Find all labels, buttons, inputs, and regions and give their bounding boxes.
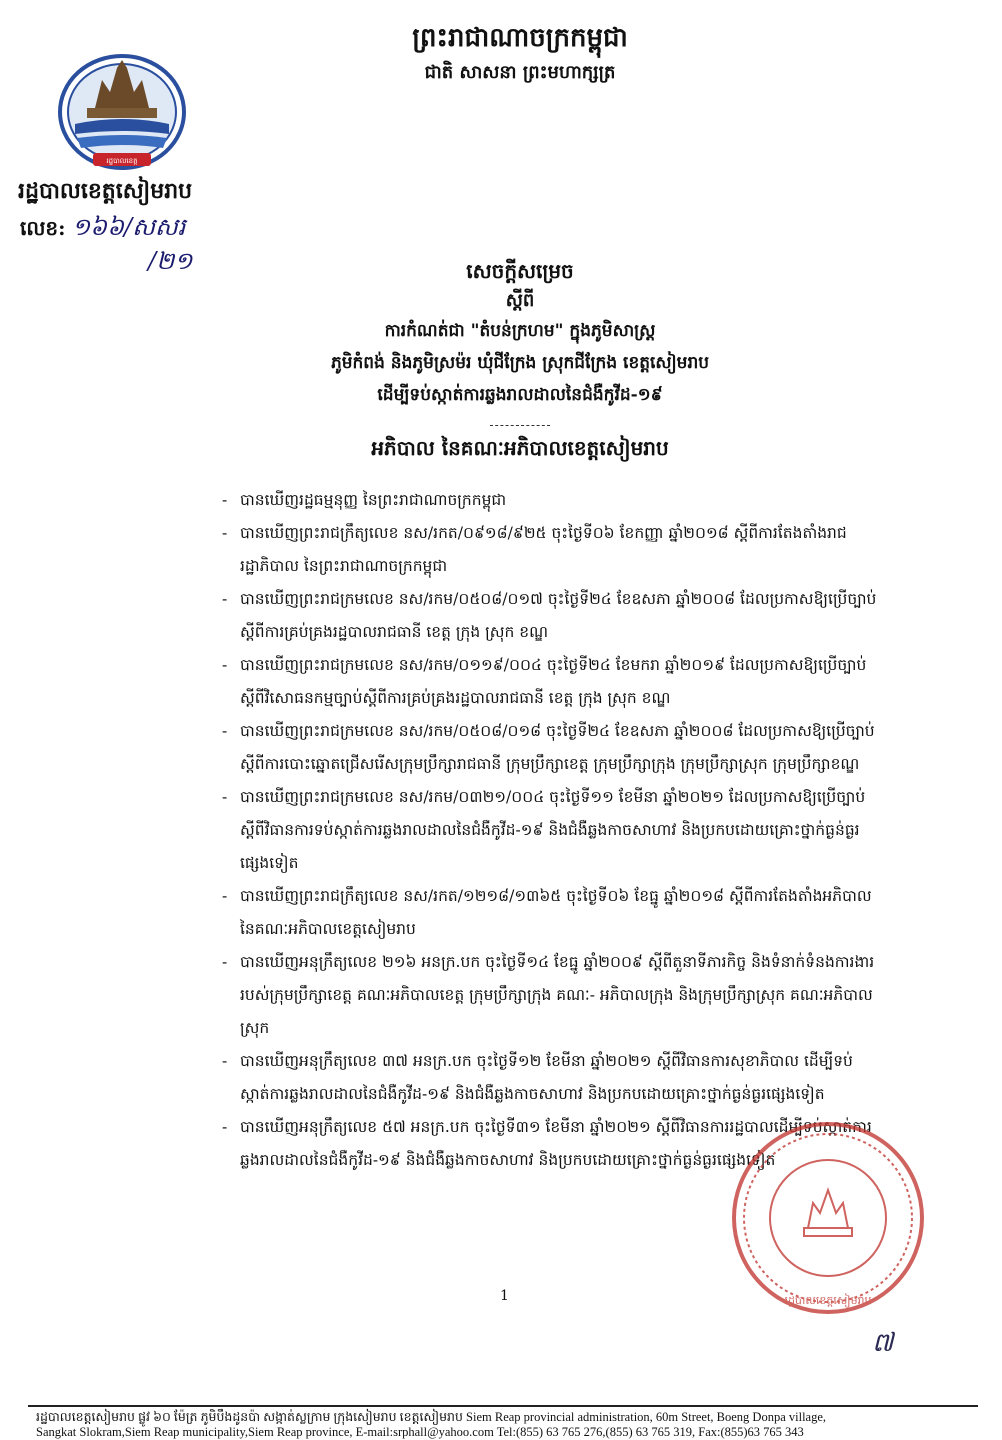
handwritten-margin-mark: ៧	[872, 1328, 894, 1358]
seal-text: រដ្ឋបាលខេត្តសៀមរាប	[784, 1294, 872, 1307]
page-number: 1	[500, 1288, 509, 1304]
list-item: - បានឃើញព្រះរាជក្រមលេខ នស/រកម/០៥០៨/០១៨ ចុះថ្ងៃទី២៤ ខែឧសភា ឆ្នាំ២០០៨ ដែលប្រកាសឱ្យប្រើច្បាប់ស្ដីពីការបោះឆ្នោតជ្រើសរើសក្រុមប្រឹក្សារាជធានី ក្រុមប្រឹក្សាខេត្ត ក្រុមប្រឹក្សាក្រុង ក្រុមប្រឹក្សាស្រុក ក្រុមប្រឹក្សាខណ្ឌ	[222, 715, 882, 781]
kingdom-name: ព្រះរាជាណាចក្រកម្ពុជា	[412, 23, 628, 53]
legal-basis-list	[222, 484, 882, 1177]
title-subject-1: ការកំណត់ជា "តំបន់ក្រហម" ក្នុងភូមិសាស្ត្រ	[384, 321, 656, 341]
title-subject-3: ដើម្បីទប់ស្កាត់ការឆ្លងរាលដាលនៃជំងឺកូវីដ-១៩	[377, 385, 663, 405]
authority-line: អភិបាល នៃគណៈអភិបាលខេត្តសៀមរាប	[371, 436, 669, 460]
title-decision: សេចក្ដីសម្រេច	[466, 259, 574, 283]
list-item: - បានឃើញអនុក្រឹត្យលេខ ៥៧ អនក្រ.បក ចុះថ្ងៃទី៣១ ខែមីនា ឆ្នាំ២០២១ ស្ដីពីវិធានការរដ្ឋបាលដើម្បីទប់ស្កាត់ការឆ្លងរាលដាលនៃជំងឺកូវីដ-១៩ និងជំងឺឆ្លងកាចសាហាវ និងប្រកបដោយគ្រោះថ្នាក់ធ្ងន់ធ្ងរផ្សេងទៀត	[222, 1111, 882, 1177]
list-item: - បានឃើញព្រះរាជក្រឹត្យលេខ នស/រកត/១២១៨/១៣៦៥ ចុះថ្ងៃទី០៦ ខែធ្នូ ឆ្នាំ២០១៨ ស្ដីពីការតែងតាំងអភិបាល នៃគណៈអភិបាលខេត្តសៀមរាប	[222, 880, 882, 946]
title-regarding: ស្ដីពី	[505, 290, 535, 311]
list-item: - បានឃើញអនុក្រឹត្យលេខ ៣៧ អនក្រ.បក ចុះថ្ងៃទី១២ ខែមីនា ឆ្នាំ២០២១ ស្ដីពីវិធានការសុខាភិបាល ដើម្បីទប់ស្កាត់ការឆ្លងរាលដាលនៃជំងឺកូវីដ-១៩ និងជំងឺឆ្លងកាចសាហាវ និងប្រកបដោយគ្រោះថ្នាក់ធ្ងន់ធ្ងរផ្សេងទៀត	[222, 1045, 882, 1111]
decision-title	[250, 255, 790, 464]
list-item: - បានឃើញព្រះរាជក្រឹត្យលេខ នស/រកត/០៩១៨/៩២៥ ចុះថ្ងៃទី០៦ ខែកញ្ញា ឆ្នាំ២០១៨ ស្ដីពីការតែងតាំងរាជរដ្ឋាភិបាល នៃព្រះរាជាណាចក្រកម្ពុជា	[222, 517, 882, 583]
list-item: - បានឃើញព្រះរាជក្រមលេខ នស/រកម/០៣២១/០០៤ ចុះថ្ងៃទី១១ ខែមីនា ឆ្នាំ២០២១ ដែលប្រកាសឱ្យប្រើច្បាប់ស្ដីពីវិធានការទប់ស្កាត់ការឆ្លងរាលដាលនៃជំងឺកូវីដ-១៩ និងជំងឺឆ្លងកាចសាហាវ និងប្រកបដោយគ្រោះថ្នាក់ធ្ងន់ធ្ងរផ្សេងទៀត	[222, 781, 882, 880]
reference-year: /២១	[148, 247, 193, 275]
footer-divider	[28, 1405, 978, 1407]
national-motto: ជាតិ សាសនា ព្រះមហាក្សត្រ	[424, 62, 616, 83]
official-seal	[728, 1118, 928, 1318]
reference-number	[20, 213, 193, 275]
provincial-logo	[55, 50, 190, 175]
reference-value: ១៦៦/សសរ	[71, 213, 186, 241]
footer-line-1: រដ្ឋបាលខេត្តសៀមរាប ផ្លូវ ៦០ ម៉ែត្រ ភូមិបឹងដូនប៉ា សង្កាត់ស្លក្រាម ក្រុងសៀមរាប ខេត្តសៀមរាប Siem Reap provincial administration, 60m Street, Boeng Donpa village,	[36, 1410, 827, 1424]
list-item: - បានឃើញអនុក្រឹត្យលេខ ២១៦ អនក្រ.បក ចុះថ្ងៃទី១៤ ខែធ្នូ ឆ្នាំ២០០៩ ស្ដីពីតួនាទីភារកិច្ច និងទំនាក់ទំនងការងាររបស់ក្រុមប្រឹក្សាខេត្ត គណៈអភិបាលខេត្ត ក្រុមប្រឹក្សាក្រុង គណៈ- អភិបាលក្រុង និងក្រុមប្រឹក្សាស្រុក គណៈអភិបាលស្រុក	[222, 946, 882, 1045]
list-item: - បានឃើញរដ្ឋធម្មនុញ្ញ នៃព្រះរាជាណាចក្រកម្ពុជា	[222, 484, 882, 517]
title-subject-2: ភូមិកំពង់ និងភូមិស្រម៉រ ឃុំជីក្រែង ស្រុកជីក្រែង ខេត្តសៀមរាប	[330, 353, 710, 373]
logo-banner-text: រដ្ឋបាលខេត្ត	[106, 157, 138, 165]
list-item: - បានឃើញព្រះរាជក្រមលេខ នស/រកម/០១១៩/០០៤ ចុះថ្ងៃទី២៤ ខែមករា ឆ្នាំ២០១៩ ដែលប្រកាសឱ្យប្រើច្បាប់ស្ដីពីវិសោធនកម្មច្បាប់ស្ដីពីការគ្រប់គ្រងរដ្ឋបាលរាជធានី ខេត្ត ក្រុង ស្រុក ខណ្ឌ	[222, 649, 882, 715]
issuing-authority: រដ្ឋបាលខេត្តសៀមរាប	[18, 178, 193, 204]
title-divider	[490, 425, 550, 426]
footer-address	[36, 1410, 976, 1440]
reference-label: លេខ:	[20, 216, 66, 240]
kingdom-header	[380, 22, 660, 86]
footer-line-2: Sangkat Slokram,Siem Reap municipality,Siem Reap province, E-mail:srphall@yahoo.com Tel:(855) 63 765 276,(855) 63 765 319, Fax:(855)63 765 343	[36, 1425, 804, 1439]
list-item: - បានឃើញព្រះរាជក្រមលេខ នស/រកម/០៥០៨/០១៧ ចុះថ្ងៃទី២៤ ខែឧសភា ឆ្នាំ២០០៨ ដែលប្រកាសឱ្យប្រើច្បាប់ស្ដីពីការគ្រប់គ្រងរដ្ឋបាលរាជធានី ខេត្ត ក្រុង ស្រុក ខណ្ឌ	[222, 583, 882, 649]
